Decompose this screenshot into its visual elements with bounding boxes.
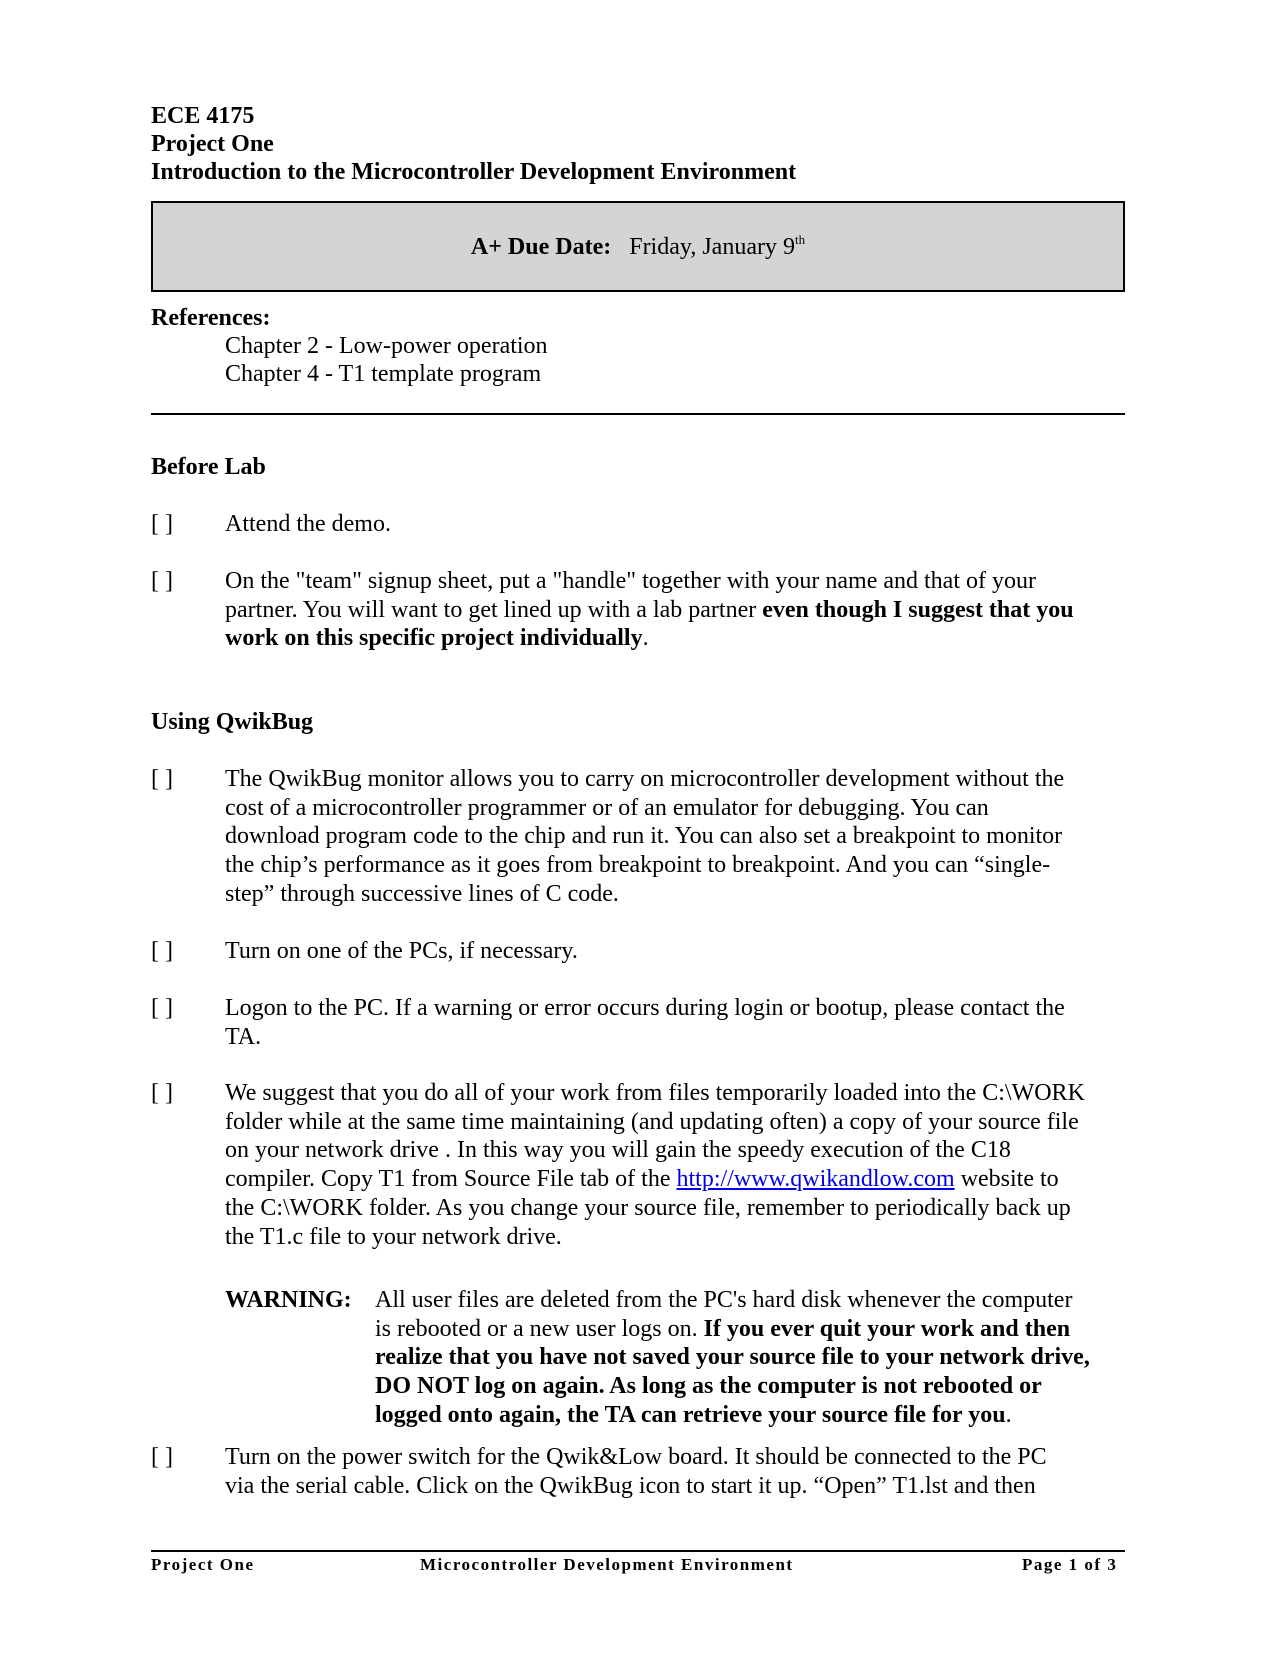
item-qwikbug-intro: [225, 765, 1125, 909]
due-date-line: [153, 233, 1123, 261]
warning-text: [375, 1286, 1135, 1430]
item-text-bold: even though I suggest that you: [762, 596, 1074, 623]
item-text-bold: work on this specific project individually: [225, 625, 643, 652]
item-line: the C:\WORK folder. As you change your source file, remember to periodically back up: [225, 1194, 1071, 1221]
item-line: [225, 596, 1125, 625]
footer-left: Project One: [151, 1555, 255, 1574]
item-line: cost of a microcontroller programmer or of an emulator for debugging. You can: [225, 794, 989, 821]
document-title: Introduction to the Microcontroller Development Environment: [151, 159, 797, 185]
item-line: On the "team" signup sheet, put a "handle" together with your name and that of your: [225, 568, 1036, 594]
item-line: step” through successive lines of C code.: [225, 880, 619, 907]
course-number: ECE 4175: [151, 103, 255, 129]
item-line: the T1.c file to your network drive.: [225, 1223, 562, 1250]
checkbox-work-folder[interactable]: [ ]: [151, 1080, 173, 1106]
item-attend-demo: [225, 510, 1125, 539]
warning-line: DO NOT log on again. As long as the computer is not rebooted or: [375, 1373, 1042, 1400]
warning-line: realize that you have not saved your source file to your network drive,: [375, 1344, 1090, 1371]
item-line: Turn on the power switch for the Qwik&Low board. It should be connected to the PC: [225, 1444, 1047, 1470]
checkbox-team-signup[interactable]: [ ]: [151, 568, 173, 594]
footer-center: Microcontroller Development Environment: [420, 1555, 794, 1574]
item-team-signup: [225, 567, 1125, 653]
checkbox-qwikbug-intro[interactable]: [ ]: [151, 766, 173, 792]
warning-text-plain: is rebooted or a new user logs on.: [375, 1315, 704, 1342]
item-text-plain: website to: [954, 1166, 1059, 1193]
item-work-folder: [225, 1079, 1125, 1251]
item-line: the chip’s performance as it goes from breakpoint to breakpoint. And you can “single-: [225, 852, 1051, 879]
warning-line: [375, 1401, 1135, 1430]
footer-divider: [151, 1550, 1125, 1552]
before-lab-heading: Before Lab: [151, 454, 266, 480]
warning-text-bold: logged onto again, the TA can retrieve your source file for you: [375, 1401, 1006, 1428]
item-logon: [225, 994, 1125, 1051]
project-name: Project One: [151, 131, 274, 157]
qwikandlow-link[interactable]: http://www.qwikandlow.com: [676, 1166, 955, 1193]
item-power-switch: [225, 1443, 1125, 1500]
checkbox-attend-demo[interactable]: [ ]: [151, 511, 173, 537]
due-date-suffix: th: [794, 232, 806, 247]
reference-item-2: Chapter 4 - T1 template program: [225, 361, 542, 387]
item-line: We suggest that you do all of your work from files temporarily loaded into the C:\WORK: [225, 1080, 1085, 1106]
using-qwikbug-heading: Using QwikBug: [151, 709, 314, 735]
due-date-label: A+ Due Date:: [470, 234, 612, 260]
item-line: [225, 624, 1125, 653]
checkbox-logon[interactable]: [ ]: [151, 995, 173, 1021]
due-date-box: [151, 201, 1125, 292]
footer-page-number: Page 1 of 3: [1022, 1555, 1118, 1574]
item-turn-on-pc: [225, 937, 1125, 966]
item-line: Logon to the PC. If a warning or error occurs during login or bootup, please contact the: [225, 995, 1065, 1021]
item-line: on your network drive . In this way you will gain the speedy execution of the C18: [225, 1137, 1011, 1164]
checkbox-power-switch[interactable]: [ ]: [151, 1444, 173, 1470]
item-text: Turn on one of the PCs, if necessary.: [225, 938, 578, 964]
item-line: via the serial cable. Click on the QwikBug icon to start it up. “Open” T1.lst and then: [225, 1472, 1036, 1499]
item-line: download program code to the chip and run it. You can also set a breakpoint to monitor: [225, 823, 1063, 850]
item-line: TA.: [225, 1023, 262, 1050]
item-text: Attend the demo.: [225, 511, 391, 537]
checkbox-turn-on-pc[interactable]: [ ]: [151, 938, 173, 964]
item-line: The QwikBug monitor allows you to carry on microcontroller development without the: [225, 766, 1065, 792]
due-date-value: Friday, January 9: [629, 234, 795, 260]
item-line: folder while at the same time maintaining (and updating often) a copy of your source file: [225, 1108, 1079, 1135]
reference-item-1: Chapter 2 - Low-power operation: [225, 333, 548, 359]
item-text-plain: .: [642, 625, 649, 652]
item-text-plain: partner. You will want to get lined up with a lab partner: [225, 596, 763, 623]
warning-line: All user files are deleted from the PC's hard disk whenever the computer: [375, 1287, 1073, 1313]
item-text-plain: compiler. Copy T1 from Source File tab of the: [225, 1166, 677, 1193]
section-divider: [151, 413, 1125, 415]
warning-line: [375, 1315, 1135, 1344]
item-line: [225, 1165, 1125, 1194]
warning-text-bold: If you ever quit your work and then: [703, 1315, 1071, 1342]
warning-text-plain: .: [1005, 1401, 1012, 1428]
references-heading: References:: [151, 305, 271, 331]
warning-label: WARNING:: [225, 1287, 352, 1313]
